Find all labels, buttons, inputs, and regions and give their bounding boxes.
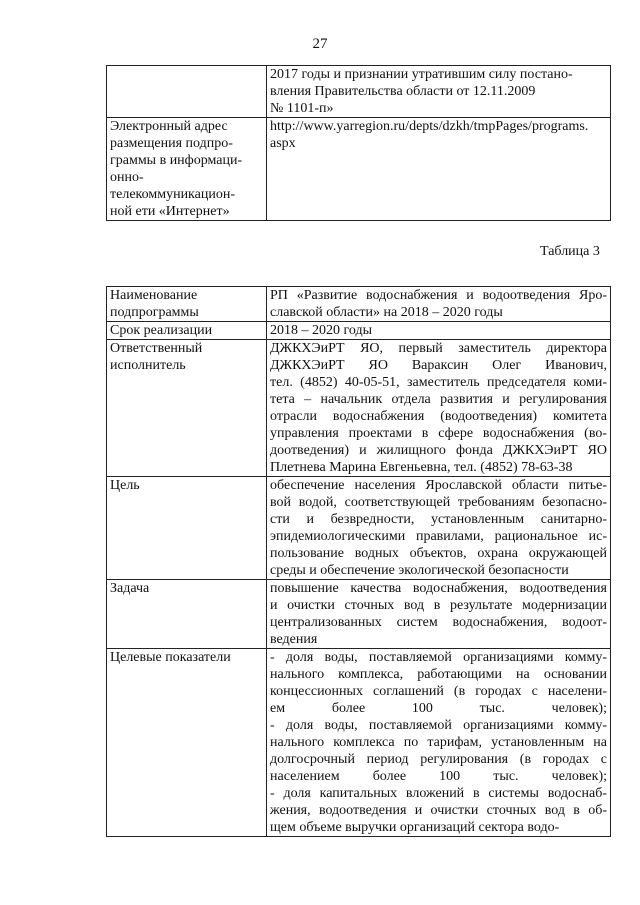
cell-line: ем более 100 тыс. человек); bbox=[270, 701, 607, 716]
cell-line: Плетнева Марина Евгеньевна, тел. (4852) 78-63-38 bbox=[270, 460, 573, 475]
table-row bbox=[107, 66, 611, 118]
cell-line: концессионных соглашений (в городах с населени- bbox=[270, 684, 607, 699]
cell-line: славской области» на 2018 – 2020 годы bbox=[270, 305, 503, 320]
cell-line: Ответственный bbox=[110, 341, 203, 356]
label-cell bbox=[107, 477, 267, 580]
cell-line: - доля капитальных вложений в системы водоснаб- bbox=[270, 786, 607, 801]
cell-line: тел. (4852) 40-05-51, заместитель председателя коми- bbox=[270, 375, 607, 390]
value-cell bbox=[267, 66, 611, 118]
cell-line: 2018 – 2020 годы bbox=[270, 323, 373, 338]
cell-line: долгосрочный период регулирования (в городах с bbox=[270, 752, 607, 767]
cell-line: ДЖКХЭиРТ ЯО Вараксин Олег Иванович, bbox=[270, 358, 607, 373]
cell-line: ной ети «Интернет» bbox=[110, 204, 230, 219]
page-number: 27 bbox=[312, 36, 328, 52]
table-row bbox=[107, 118, 611, 221]
cell-line: № 1101-п» bbox=[270, 101, 334, 116]
table-row bbox=[107, 340, 611, 477]
value-cell bbox=[267, 287, 611, 322]
label-cell bbox=[107, 340, 267, 477]
cell-line: Электронный адрес bbox=[110, 119, 228, 134]
subprogram-passport-table bbox=[106, 286, 611, 837]
cell-line: телекоммуникацион- bbox=[110, 187, 236, 202]
cell-line: управления проектами в сфере водоснабжения (во- bbox=[270, 426, 607, 441]
cell-line: отрасли водоснабжения (водоотведения) комитета bbox=[270, 409, 607, 424]
cell-line: Цель bbox=[110, 478, 140, 493]
cell-line: - доля воды, поставляемой организациями комму- bbox=[270, 718, 607, 733]
label-cell bbox=[107, 118, 267, 221]
table-row bbox=[107, 649, 611, 837]
label-cell bbox=[107, 649, 267, 837]
cell-line: сти и безвредности, установленным санитарно- bbox=[270, 512, 607, 527]
cell-line: Целевые показатели bbox=[110, 650, 231, 665]
table-row bbox=[107, 322, 611, 340]
cell-line: пользование водных объектов, охрана окружающей bbox=[270, 546, 607, 561]
cell-line: подпрограммы bbox=[110, 305, 199, 320]
value-cell bbox=[267, 322, 611, 340]
table-row bbox=[107, 580, 611, 649]
value-cell bbox=[267, 477, 611, 580]
value-cell bbox=[267, 649, 611, 837]
cell-line: Задача bbox=[110, 581, 150, 596]
cell-line: онно- bbox=[110, 170, 144, 185]
cell-line: исполнитель bbox=[110, 358, 186, 373]
table-row bbox=[107, 287, 611, 322]
cell-line: ведения bbox=[270, 632, 318, 647]
cell-line: нального комплекса по тарифам, установленным на bbox=[270, 735, 607, 750]
cell-line: Наименование bbox=[110, 288, 198, 303]
cell-line: - доля воды, поставляемой организациями комму- bbox=[270, 650, 607, 665]
cell-line: ДЖКХЭиРТ ЯО, первый заместитель директора bbox=[270, 341, 607, 356]
continued-passport-table bbox=[106, 65, 611, 221]
cell-line: http://www.yarregion.ru/depts/dzkh/tmpPages/programs. bbox=[270, 119, 589, 134]
cell-line: тета – начальник отдела развития и регулирования bbox=[270, 392, 607, 407]
cell-line: РП «Развитие водоснабжения и водоотведения Яро- bbox=[270, 288, 607, 303]
cell-line: aspx bbox=[270, 136, 296, 151]
table-caption: Таблица 3 bbox=[540, 244, 600, 259]
cell-line: Срок реализации bbox=[110, 323, 213, 338]
value-cell bbox=[267, 580, 611, 649]
label-cell bbox=[107, 66, 267, 118]
cell-line: щем объеме выручки организаций сектора водо- bbox=[270, 820, 560, 835]
label-cell bbox=[107, 322, 267, 340]
cell-line: и очистки сточных вод в результате модернизации bbox=[270, 598, 607, 613]
cell-line: доотведения) и жилищного фонда ДЖКХЭиРТ ЯО bbox=[270, 443, 607, 458]
cell-line: населением более 100 тыс. человек); bbox=[270, 769, 607, 784]
cell-line: среды и обеспечение экологической безопасности bbox=[270, 563, 569, 578]
label-cell bbox=[107, 580, 267, 649]
cell-line: обеспечение населения Ярославской области питье- bbox=[270, 478, 607, 493]
cell-line: эпидемиологическими правилами, рациональное ис- bbox=[270, 529, 607, 544]
value-cell bbox=[267, 340, 611, 477]
cell-line: вой водой, соответствующей требованиям безопасно- bbox=[270, 495, 607, 510]
cell-line: централизованных систем водоснабжения, водоот- bbox=[270, 615, 607, 630]
cell-line: повышение качества водоснабжения, водоотведения bbox=[270, 581, 607, 596]
cell-line: жения, водоотведения и очистки сточных вод в об- bbox=[270, 803, 607, 818]
cell-line: граммы в информаци- bbox=[110, 153, 243, 168]
cell-line bbox=[110, 66, 263, 83]
cell-line: 2017 годы и признании утратившим силу постано- bbox=[270, 67, 573, 82]
label-cell bbox=[107, 287, 267, 322]
cell-line: размещения подпро- bbox=[110, 136, 233, 151]
cell-line: нального комплекса, работающими на основании bbox=[270, 667, 607, 682]
table-row bbox=[107, 477, 611, 580]
cell-line: вления Правительства области от 12.11.2009 bbox=[270, 84, 536, 99]
value-cell bbox=[267, 118, 611, 221]
